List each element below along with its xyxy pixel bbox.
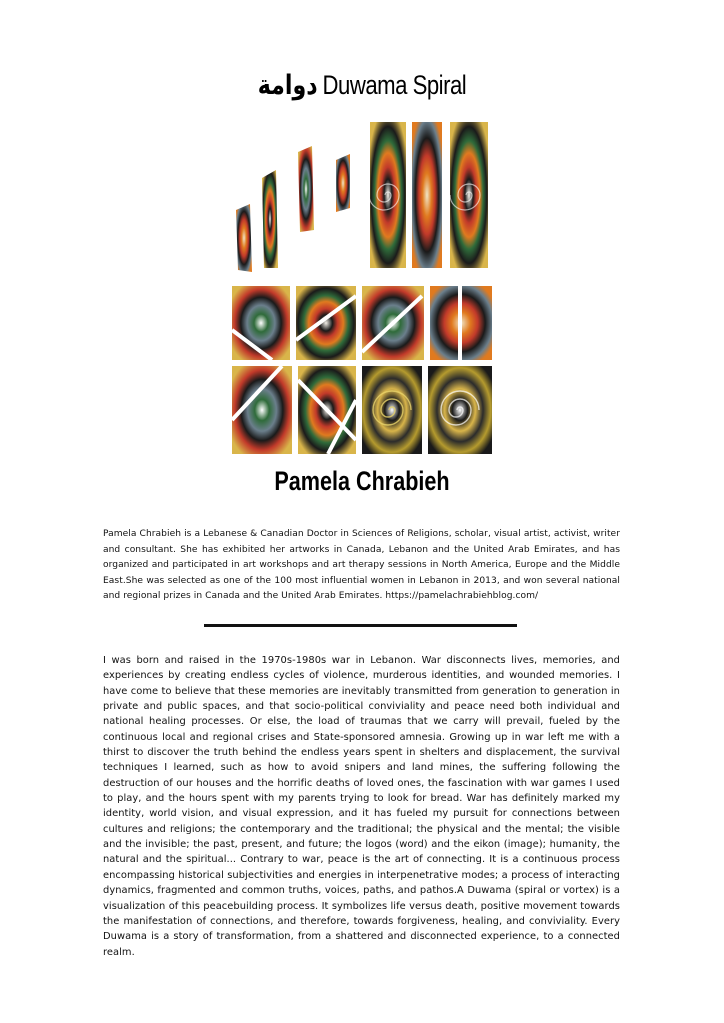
artwork-bottom-tiles xyxy=(232,366,492,454)
divider xyxy=(204,624,517,627)
spiral-artwork-image xyxy=(232,120,494,456)
artist-statement: I was born and raised in the 1970s-1980s war in Lebanon. War disconnects lives, memories, and experiences by creating endless cycles of violence, murderous identities, and wounded memories. I have come to believe that these memories are inevitably transmitted from generation to generation in private and public spaces, and that socio-political conviviality and peace need both individual and national healing processes. Or else, the load of traumas that we carry will prevail, fueled by the continuous local and regional crises and State-sponsored amnesia. Growing up in war left me with a thirst to discover the truth behind the endless years spent in shelters and displacement, the survival techniques I learned, such as how to avoid snipers and land mines, the suffering following the destruction of our houses and the horrific deaths of loved ones, the fascination with war games I used to play, and the hours spent with my parents trying to look for bread. War has definitely marked my identity, world vision, and visual expression, and it has fueled my pursuit for connections between cultures and religions; the contemporary and the traditional; the physical and the mental; the visible and the invisible; the past, present, and future; the logos (word) and the eikon (image); humanity, the natural and the spiritual... Contrary to war, peace is the art of connecting. It is a continuous process encompassing historical subjectivities and energies in interpenetrative modes; a process of interacting dynamics, fragmented and common truths, voices, paths, and pathos.A Duwama (spiral or vortex) is a visualization of this peacebuilding process. It symbolizes life versus death, positive movement towards the manifestation of connections, and therefore, towards forgiveness, healing, and conviviality. Every Duwama is a story of transformation, from a shattered and disconnected experience, to a connected realm. xyxy=(103,655,620,958)
page-title xyxy=(65,70,659,101)
author-name: Pamela Chrabieh xyxy=(274,466,450,496)
artwork-top-strips xyxy=(236,122,488,272)
title-english: Duwama Spiral xyxy=(322,70,467,100)
title-arabic: دوامة xyxy=(257,70,318,101)
author-bio: Pamela Chrabieh is a Lebanese & Canadian Doctor in Sciences of Religions, scholar, visual artist, activist, writer and consultant. She has exhibited her artworks in Canada, Lebanon and the United Arab Emirates, and has organized and participated in art workshops and art therapy sessions in North America, Europe and the Middle East.She was selected as one of the 100 most influential women in Lebanon in 2013, and won several national and regional prizes in Canada and the United Arab Emirates. https://pamelachrabiehblog.com/ xyxy=(103,529,620,602)
artwork-middle-tiles xyxy=(232,286,492,360)
